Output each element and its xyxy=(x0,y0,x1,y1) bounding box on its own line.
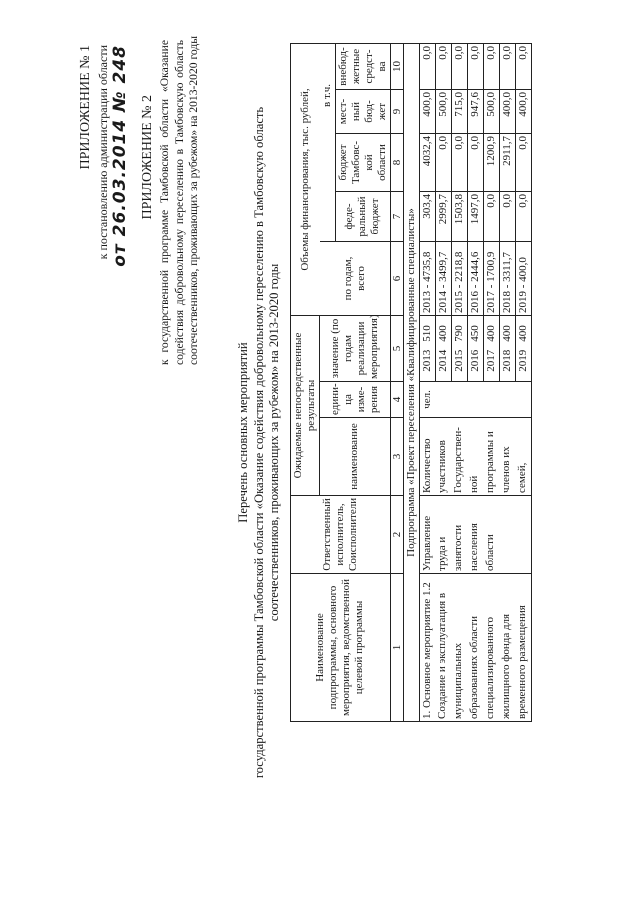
page-title-line-1: Перечень основных мероприятий xyxy=(236,342,250,523)
column-number: 8 xyxy=(390,134,403,192)
federal-budget: 0,0 xyxy=(515,192,531,242)
extra-budget: 0,0 xyxy=(435,44,451,90)
federal-budget: 1503,8 xyxy=(451,192,467,242)
regional-budget: 0,0 xyxy=(515,134,531,192)
federal-budget: 0,0 xyxy=(483,192,499,242)
table-row xyxy=(435,44,451,722)
year-label: 2017 xyxy=(484,349,497,372)
measure-name-line: временного размещения xyxy=(515,574,531,722)
finance-year: 2017 xyxy=(484,291,497,313)
year-value-cell xyxy=(419,316,435,382)
header-responsible: Ответственный исполнитель, Соисполнители xyxy=(291,496,391,574)
finance-year: 2016 xyxy=(468,291,481,313)
table-row xyxy=(467,44,483,722)
regional-budget: 4032,4 xyxy=(419,134,435,192)
column-number: 10 xyxy=(390,44,403,90)
measure-name-line: 1. Основное мероприятие 1.2 xyxy=(419,574,435,722)
finance-year: 2014 xyxy=(436,291,449,313)
finance-total: 2444,6 xyxy=(468,251,481,282)
indicator-line: участников xyxy=(435,418,451,496)
indicator-line: Государствен- xyxy=(451,418,467,496)
handwritten-date-number: от 26.03.2014 № 248 xyxy=(110,45,130,267)
header-unit: едини-ца изме-рения xyxy=(320,382,391,418)
federal-budget: 0,0 xyxy=(499,192,515,242)
finance-total: 2218,8 xyxy=(452,251,465,282)
table-row xyxy=(483,44,499,722)
extra-budget: 0,0 xyxy=(483,44,499,90)
header-including: в т.ч. xyxy=(320,44,336,242)
federal-budget: 2999,7 xyxy=(435,192,451,242)
unit-line xyxy=(435,382,451,418)
year-value-cell xyxy=(451,316,467,382)
column-number: 3 xyxy=(390,418,403,496)
indicator-line: программы и xyxy=(483,418,499,496)
header-local: мест-ный бюд-жет xyxy=(335,90,390,134)
finance-total-cell: 2016 - 2444,6 xyxy=(467,242,483,316)
indicator-value: 450 xyxy=(468,325,481,342)
local-budget: 715,0 xyxy=(451,90,467,134)
table-row xyxy=(419,44,435,722)
page-title-line-2: государственной программы Тамбовской области «Оказание содействия добровольному переселению в Тамбовскую область xyxy=(252,106,266,779)
year-label: 2014 xyxy=(436,349,449,372)
appendix-2-line-1: к государственной программе Тамбовской области «Оказание xyxy=(158,40,171,365)
indicator-line: семей, xyxy=(515,418,531,496)
regional-budget: 0,0 xyxy=(435,134,451,192)
extra-budget: 0,0 xyxy=(467,44,483,90)
appendix-2-title: ПРИЛОЖЕНИЕ № 2 xyxy=(140,95,155,220)
table-row xyxy=(499,44,515,722)
indicator-value: 790 xyxy=(452,325,465,342)
indicator-value: 400 xyxy=(436,325,449,342)
finance-total-cell: 2015 - 2218,8 xyxy=(451,242,467,316)
header-results-group: Ожидаемые непосредственные результаты xyxy=(291,316,320,496)
finance-total-cell: 2017 - 1700,9 xyxy=(483,242,499,316)
measure-name-line: Создание и эксплуатация в xyxy=(435,574,451,722)
local-budget: 500,0 xyxy=(435,90,451,134)
finance-total-cell: 2018 - 3311,7 xyxy=(499,242,515,316)
finance-year: 2015 xyxy=(452,291,465,313)
finance-year: 2019 xyxy=(516,291,529,313)
header-value: значение (по годам реализации мероприятия) xyxy=(320,316,391,382)
header-extra-budget: внебюд-жетные средст-ва xyxy=(335,44,390,90)
header-federal: феде-ральный бюджет xyxy=(335,192,390,242)
measures-table-wrapper xyxy=(290,44,532,722)
local-budget: 400,0 xyxy=(499,90,515,134)
year-value-cell xyxy=(483,316,499,382)
measure-name-line: специализированного xyxy=(483,574,499,722)
extra-budget: 0,0 xyxy=(499,44,515,90)
local-budget: 400,0 xyxy=(515,90,531,134)
regional-budget: 2911,7 xyxy=(499,134,515,192)
regional-budget: 0,0 xyxy=(451,134,467,192)
year-label: 2016 xyxy=(468,349,481,372)
year-label: 2013 xyxy=(420,349,433,372)
appendix-1-subtitle: к постановлению администрации области xyxy=(96,45,110,260)
column-number: 2 xyxy=(390,496,403,574)
measure-name-line: жилищного фонда для xyxy=(499,574,515,722)
finance-year: 2013 xyxy=(420,291,433,313)
finance-total-cell: 2019 - 400,0 xyxy=(515,242,531,316)
year-value-cell xyxy=(467,316,483,382)
finance-total: 1700,9 xyxy=(484,251,497,282)
subprogram-title: Подпрограмма «Проект переселения «Квалифицированные специалисты» xyxy=(403,44,419,722)
federal-budget: 303,4 xyxy=(419,192,435,242)
local-budget: 947,6 xyxy=(467,90,483,134)
indicator-value: 400 xyxy=(484,325,497,342)
table-row xyxy=(451,44,467,722)
local-budget: 400,0 xyxy=(419,90,435,134)
extra-budget: 0,0 xyxy=(419,44,435,90)
year-label: 2018 xyxy=(500,349,513,372)
table-row xyxy=(515,44,531,722)
header-finance-group: Объемы финансирования, тыс. рублей, xyxy=(291,44,320,316)
appendix-1-title: ПРИЛОЖЕНИЕ № 1 xyxy=(78,45,93,170)
responsible-line: области xyxy=(483,496,499,574)
indicator-value: 400 xyxy=(516,325,529,342)
unit-line xyxy=(467,382,483,418)
appendix-2-line-2: содействия добровольному переселению в Тамбовскую область xyxy=(173,40,186,365)
unit-line xyxy=(499,382,515,418)
section-row xyxy=(403,44,419,722)
column-number-row xyxy=(390,44,403,722)
finance-total: 400,0 xyxy=(516,257,529,282)
measures-table-body xyxy=(403,44,531,722)
appendix-2-line-3: соотечественников, проживающих за рубежом» на 2013-2020 годы xyxy=(187,35,200,365)
header-regional: бюджет Тамбовс-кой области xyxy=(335,134,390,192)
finance-total: 3499,7 xyxy=(436,251,449,282)
extra-budget: 0,0 xyxy=(515,44,531,90)
unit-line: чел. xyxy=(419,382,435,418)
indicator-line: ной xyxy=(467,418,483,496)
measures-table xyxy=(290,43,532,722)
column-number: 5 xyxy=(390,316,403,382)
extra-budget: 0,0 xyxy=(451,44,467,90)
year-label: 2019 xyxy=(516,349,529,372)
unit-line xyxy=(483,382,499,418)
column-number: 6 xyxy=(390,242,403,316)
column-number: 9 xyxy=(390,90,403,134)
measure-name-line: муниципальных xyxy=(451,574,467,722)
regional-budget: 1200,9 xyxy=(483,134,499,192)
finance-total-cell: 2013 - 4735,8 xyxy=(419,242,435,316)
responsible-line xyxy=(499,496,515,574)
responsible-line: труда и xyxy=(435,496,451,574)
responsible-line xyxy=(515,496,531,574)
finance-total: 4735,8 xyxy=(420,251,433,282)
header-program-name: Наименование подпрограммы, основного мероприятия, ведомственной целевой программы xyxy=(291,574,391,722)
responsible-line: Управление xyxy=(419,496,435,574)
indicator-line: Количество xyxy=(419,418,435,496)
finance-total-cell: 2014 - 3499,7 xyxy=(435,242,451,316)
unit-line xyxy=(515,382,531,418)
indicator-value: 400 xyxy=(500,325,513,342)
unit-line xyxy=(451,382,467,418)
regional-budget: 0,0 xyxy=(467,134,483,192)
column-number: 4 xyxy=(390,382,403,418)
page-title-line-3: соотечественников, проживающих за рубежом» на 2013-2020 годы xyxy=(267,263,281,622)
header-total: по годам, всего xyxy=(320,242,391,316)
measure-name-line: образованиях области xyxy=(467,574,483,722)
year-value-cell xyxy=(515,316,531,382)
finance-total: 3311,7 xyxy=(500,251,513,282)
year-value-cell xyxy=(499,316,515,382)
header-indicator-name: наименование xyxy=(320,418,391,496)
responsible-line: занятости xyxy=(451,496,467,574)
local-budget: 500,0 xyxy=(483,90,499,134)
column-number: 7 xyxy=(390,192,403,242)
year-label: 2015 xyxy=(452,349,465,372)
indicator-value: 510 xyxy=(420,325,433,342)
federal-budget: 1497,0 xyxy=(467,192,483,242)
responsible-line: населения xyxy=(467,496,483,574)
indicator-line: членов их xyxy=(499,418,515,496)
year-value-cell xyxy=(435,316,451,382)
finance-year: 2018 xyxy=(500,291,513,313)
column-number: 1 xyxy=(390,574,403,722)
